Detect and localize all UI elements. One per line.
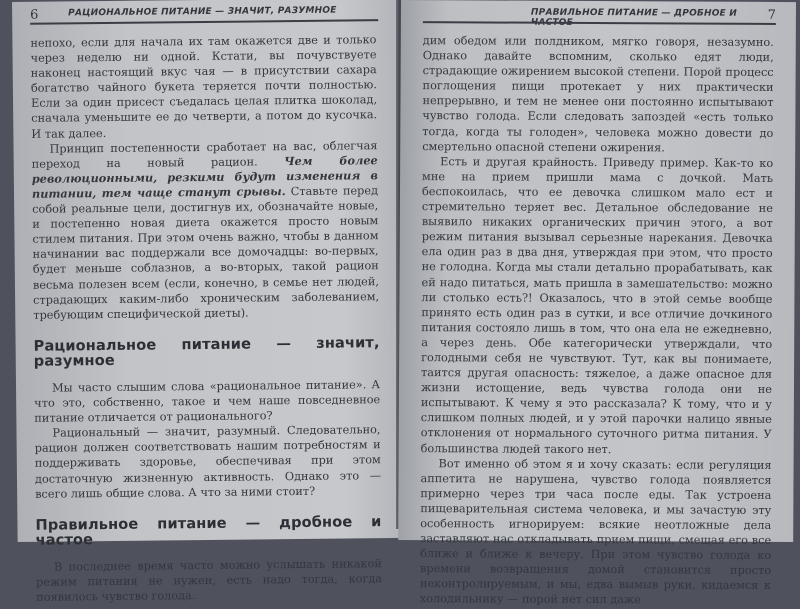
paragraph: Мы часто слышим слова «рациональное питание». А что это, собственно, такое и чем наше повседневное питание отличается от рационального? [34, 378, 381, 425]
paragraph-text: Ставьте перед собой реальные цели, достигнув их, обозначайте новые, и постепенно новая диета окажется просто новым стилем питания. При этом очень важно, чтобы в данном начинании вас поддержали все домочадцы: во-первых, будет меньше соблазнов, а во-вторых, такой рацион весьма полезен всем (если, конечно, в семье нет людей, страдающих каким-либо хроническим заболеванием, требующим специфической диеты). [32, 184, 380, 322]
paragraph: Есть и другая крайность. Приведу пример. Как-то ко мне на прием пришли мама с дочкой. Мать беспокоилась, что ее девочка слишком мало ест и стремительно теряет вес. Детальное обследование не выявило никаких органических причин этого, а вот режим питания вызывал серьезные нарекания. Девочка ела один раз в два дня, утверждая при этом, что просто не голодна. Когда мы стали детально прорабатывать, как ей надо питаться, мать пришла в замешательство: можно ли столько есть?! Оказалось, что в этой семье вообще принято есть один раз в сутки, и все отличие дочкиного питания состояло лишь в том, что она ела не ежедневно, а через день. Обе категорически утверждали, что голодными себя не чувствуют. Тут, как вы понимаете, таится другая опасность: тяжелое, а даже опасное для жизни истощение, ведь чувства голода они не испытывают. К чему я это рассказала? К тому, что и у слишком полных людей, и у этой парочки налицо явные отклонения от нормального суточного ритма питания. У большинства людей такого нет. [420, 154, 774, 456]
paragraph-text: Принцип постепенности сработает на вас, облегчая переход на новый рацион. [31, 138, 378, 171]
running-head-left [30, 4, 378, 24]
paragraph: Вот именно об этом я и хочу сказать: если регуляция аппетита не нарушена, чувство голода появляется примерно через три часа после еды. Так устроена пищеварительная система человека, и мы зачастую эту особенность игнорируем: всякие неотложные дела заставляют нас откладывать прием пищи, смещая его все ближе и ближе к вечеру. При этом чувство голода ко времени возвращения домой становится просто неконтролируемым, и мы, едва вымыв руки, кидаемся к холодильнику — порой нет сил даже [419, 456, 772, 607]
right-page-text [420, 33, 774, 608]
paragraph: В последнее время часто можно услышать никакой режим питания не нужен, есть надо тогда, когда появилось чувство голода. [36, 557, 383, 604]
section-heading: Правильное питание — дробное и частое [35, 512, 382, 549]
left-page [12, 0, 404, 604]
running-head-title: ПРАВИЛЬНОЕ ПИТАНИЕ — ДРОБНОЕ И ЧАСТОЕ [530, 7, 738, 28]
right-page [398, 0, 796, 607]
paragraph [31, 138, 379, 323]
running-head-title: РАЦИОНАЛЬНОЕ ПИТАНИЕ — ЗНАЧИТ, РАЗУМНОЕ [68, 5, 337, 19]
paragraph: Рациональный — значит, разумный. Следовательно, рацион должен соответствовать нашим потребностям и поддерживать здоровье, обеспечивая при этом достаточную жизненную активность. Однако это — всего лишь общие слова. А что за ними стоит? [34, 423, 382, 501]
paragraph: дим обедом или полдником, мягко говоря, незазумно. Однако давайте вспомним, сколько едят люди, страдающие ожирением высокой степени. Порой процесс поглощения пищи протекает у них практически непрерывно, и тем не менее они постоянно испытывают чувство голода. Если следовать запоздей «есть только тогда, когда ты голоден», человека можно довести до смертельно опасной степени ожирения. [422, 34, 774, 155]
page-number: 7 [767, 7, 776, 23]
running-head-right [423, 6, 776, 28]
emphasized-text: Чем более революционными, резкими будут изменения в питании, тем чаще станут срывы. [31, 152, 378, 201]
header-rule [30, 19, 378, 25]
paragraph: непохо, если для начала их там окажется две и только через неделю ни одной. Кстати, вы почувствуете наконец настоящий вкус чая — в присутствии сахара богатство чайного букета теряется почти полностью. Если за один присест съедалась целая плитка шоколад, сначала уменьшите ее до четверти, а потом до кусочка. И так далее. [30, 33, 378, 141]
page-number: 6 [30, 7, 39, 23]
left-page-text [30, 32, 382, 605]
section-heading: Рациональное питание — значит, разумное [33, 333, 380, 370]
